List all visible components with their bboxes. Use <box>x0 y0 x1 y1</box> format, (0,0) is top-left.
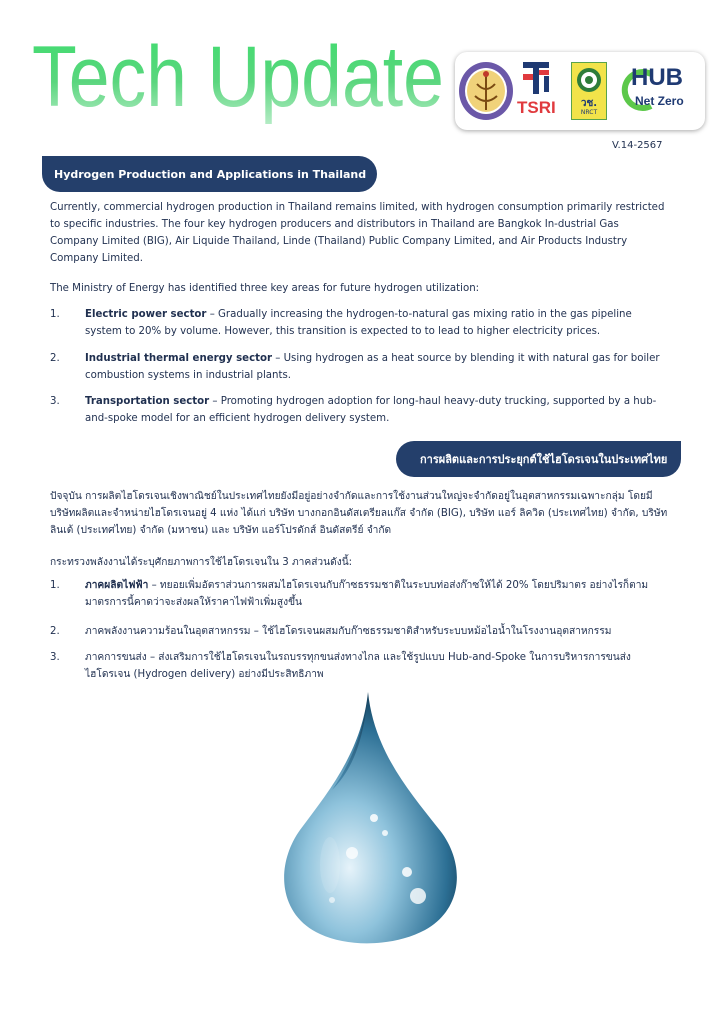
nrct-label: วช. <box>580 98 598 109</box>
svg-text:Tech Update: Tech Update <box>32 29 444 125</box>
list-number: 1. <box>50 580 60 591</box>
english-section-heading: Hydrogen Production and Applications in Thailand <box>42 156 377 192</box>
thai-section-heading: การผลิตและการประยุกต์ใช้ไฮโดรเจนในประเทศไทย <box>396 441 681 477</box>
list-number: 1. <box>50 309 60 320</box>
net-zero-label: Net Zero <box>635 94 684 108</box>
list-item-title: Industrial thermal energy sector <box>85 353 273 364</box>
list-item-text: – Gradually increasing the hydrogen-to-natural gas mixing ratio in the gas pipeline system to 20% by volume. However, this transition is expected to to lead to higher electricity prices. <box>85 309 632 337</box>
list-number: 3. <box>50 652 60 663</box>
tsri-label: TSRI <box>517 98 556 117</box>
list-item-title: Transportation sector <box>85 396 210 407</box>
list-item-text: – Using hydrogen as a heat source by blending it with natural gas for boiler combustion systems in industrial plants. <box>85 353 660 381</box>
hub-net-zero-logo <box>615 60 701 122</box>
list-item-text: ภาคพลังงานความร้อนในอุตสาหกรรม – ใช้ไฮโดรเจนผสมกับก๊าซธรรมชาติสำหรับระบบหม้อไอน้ำในโรงงานอุตสาหกรรม <box>85 626 612 637</box>
list-item-title: Electric power sector <box>85 309 207 320</box>
english-intro: Currently, commercial hydrogen production in Thailand remains limited, with hydrogen consumption primarily restricted to specific industries. The four key hydrogen producers and distributors in Thailand are Bangkok In-dustrial Gas Company Limited (BIG), Air Liquide Thailand, Linde (Thailand) Public Company Limited, and Air Products Industry Company Limited. <box>50 202 665 264</box>
list-number: 2. <box>50 353 60 364</box>
bubble <box>410 888 426 904</box>
ministry-seal-icon <box>457 60 515 122</box>
list-item-title: ภาคผลิตไฟฟ้า <box>85 580 149 591</box>
tsri-logo <box>517 60 563 122</box>
thai-intro: ปัจจุบัน การผลิตไฮโดรเจนเชิงพาณิชย์ในประเทศไทยยังมีอยู่อย่างจำกัดและการใช้งานส่วนใหญ่จะจำกัดอยู่ในอุตสาหกรรมเฉพาะกลุ่ม โดยมีบริษัทผลิตและจำหน่ายไฮโดรเจนอยู่ 4 แห่ง ได้แก่ บริษัท บางกอกอินดัสเตรียลแก๊ส จำกัด (BIG), บริษัท แอร์ ลิควิด (ประเทศไทย) จำกัด, บริษัท ลินเด้ (ประเทศไทย) จำกัด (มหาชน) และ บริษัท แอร์โปรดักส์ อินดัสตรีย์ จำกัด <box>50 491 668 536</box>
list-item-text: – Promoting hydrogen adoption for long-haul heavy-duty trucking, supported by a hub-and-spoke model for an efficient hydrogen delivery system. <box>85 396 657 424</box>
list-item-text: ภาคการขนส่ง – ส่งเสริมการใช้ไฮโดรเจนในรถบรรทุกขนส่งทางไกล และใช้รูปแบบ Hub-and-Spoke ในการบริหารการขนส่งไฮโดรเจน (Hydrogen delivery) อย่างมีประสิทธิภาพ <box>85 652 631 680</box>
bubble <box>346 847 358 859</box>
partner-logos <box>455 52 705 130</box>
list-item-text: – ทยอยเพิ่มอัตราส่วนการผสมไฮโดรเจนกับก๊าซธรรมชาติในระบบท่อส่งก๊าซให้ได้ 20% โดยปริมาตร อย่างไรก็ตาม มาตรการนี้คาดว่าจะส่งผลให้ราคาไฟฟ้าเพิ่มสูงขึ้น <box>85 580 649 608</box>
bubble <box>329 897 335 903</box>
bubble <box>382 830 388 836</box>
version-label: V.14-2567 <box>612 140 663 151</box>
nrct-sublabel: NRCT <box>580 109 598 116</box>
page-title <box>30 26 450 125</box>
list-number: 3. <box>50 396 60 407</box>
nrct-logo <box>571 62 607 120</box>
water-drop-illustration <box>270 690 470 945</box>
hub-label: HUB <box>631 64 683 91</box>
list-number: 2. <box>50 626 60 637</box>
bubble <box>402 867 412 877</box>
english-ministry: The Ministry of Energy has identified three key areas for future hydrogen utilization: <box>50 283 480 294</box>
nrct-wheel-icon <box>572 65 606 95</box>
tsri-mark-icon <box>517 60 563 96</box>
bubble <box>370 814 378 822</box>
thai-ministry: กระทรวงพลังงานได้ระบุศักยภาพการใช้ไฮโดรเจนใน 3 ภาคส่วนดังนี้: <box>50 557 353 568</box>
